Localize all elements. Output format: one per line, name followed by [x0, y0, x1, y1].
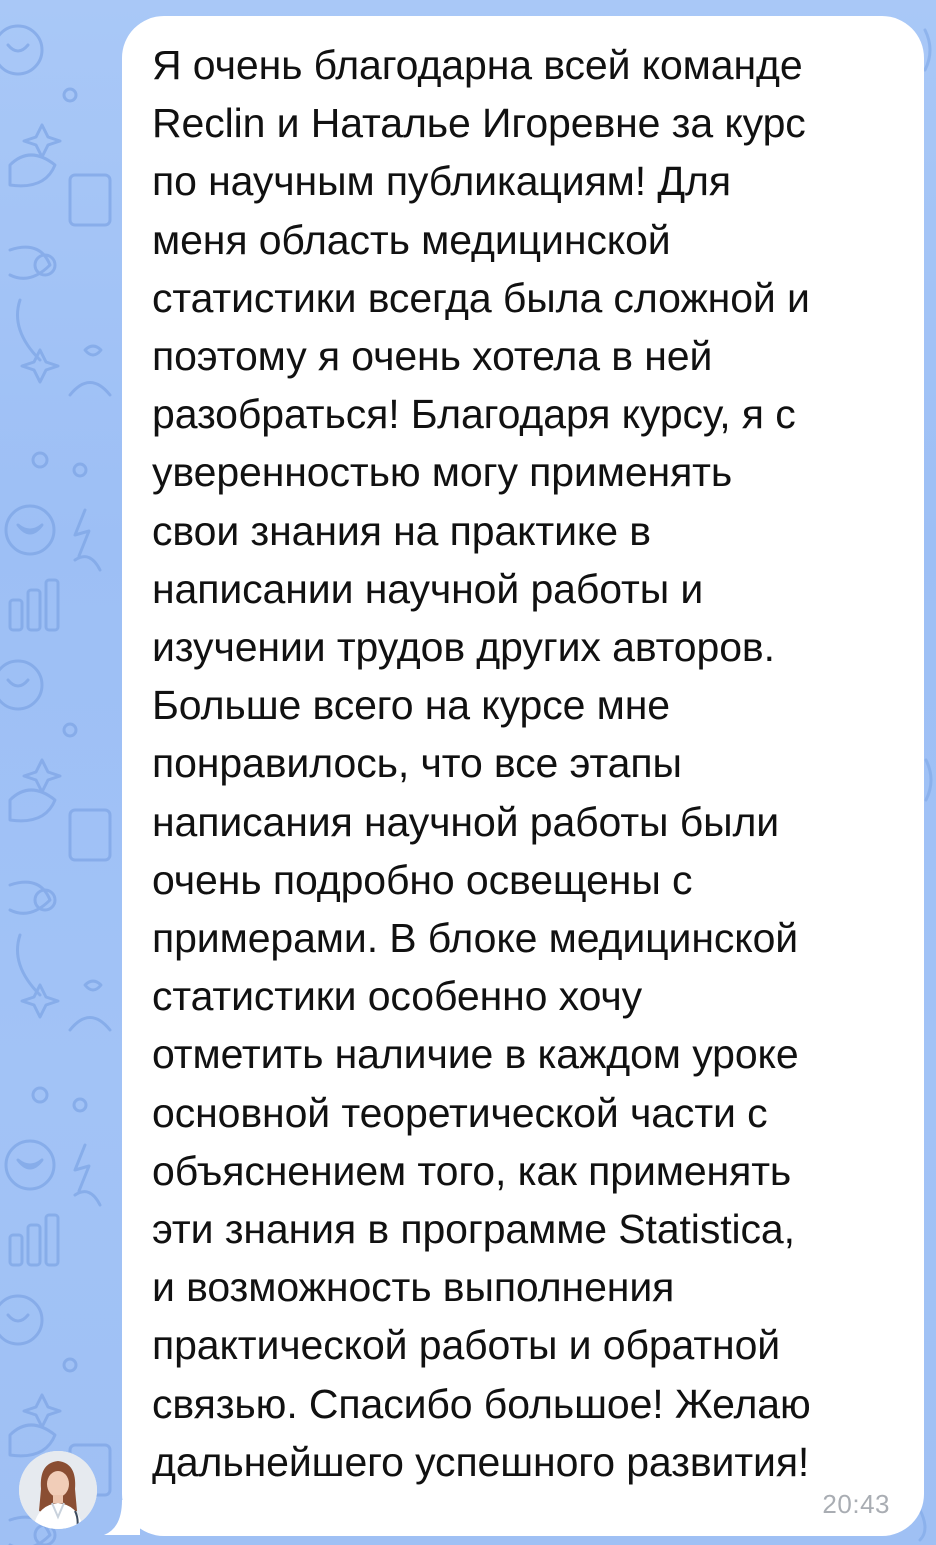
message-line: Reclin и Наталье Игоревне за курс [152, 100, 806, 147]
message-line: написании научной работы и [152, 565, 704, 612]
message-timestamp: 20:43 [822, 1489, 890, 1519]
sender-avatar[interactable] [19, 1451, 97, 1529]
message-line: Больше всего на курсе мне [152, 682, 670, 729]
message-line: статистики особенно хочу [152, 973, 643, 1020]
message-line: дальнейшего успешного развития! [152, 1438, 810, 1485]
message-line: Я очень благодарна всей команде [152, 42, 803, 88]
message-line: примерами. В блоке медицинской [152, 915, 799, 962]
message-line: свои знания на практике в [152, 507, 651, 554]
message-line: отметить наличие в каждом уроке [152, 1031, 799, 1078]
message-line: по научным публикациям! Для [152, 158, 731, 205]
message-line: поэтому я очень хотела в ней [152, 333, 713, 380]
message-line: понравилось, что все этапы [152, 740, 682, 787]
message-line: практической работы и обратной [152, 1322, 781, 1369]
message-line: уверенностью могу применять [152, 449, 733, 496]
message-line: связью. Спасибо большое! Желаю [152, 1380, 811, 1427]
message-line: меня область медицинской [152, 216, 671, 263]
message-line: разобраться! Благодаря курсу, я с [152, 391, 796, 438]
message-line: статистики всегда была сложной и [152, 274, 810, 321]
message-line: и возможность выполнения [152, 1264, 675, 1311]
message-line: объяснением того, как применять [152, 1147, 792, 1194]
message-line: изучении трудов других авторов. [152, 624, 775, 671]
message-line: очень подробно освещены с [152, 856, 693, 903]
message-line: эти знания в программе Statistica, [152, 1206, 795, 1253]
message-text [152, 36, 912, 1491]
incoming-message-bubble[interactable] [122, 16, 924, 1536]
message-line: основной теоретической части с [152, 1089, 768, 1136]
message-line: написания научной работы были [152, 798, 780, 845]
user-avatar-photo-icon [19, 1451, 97, 1529]
